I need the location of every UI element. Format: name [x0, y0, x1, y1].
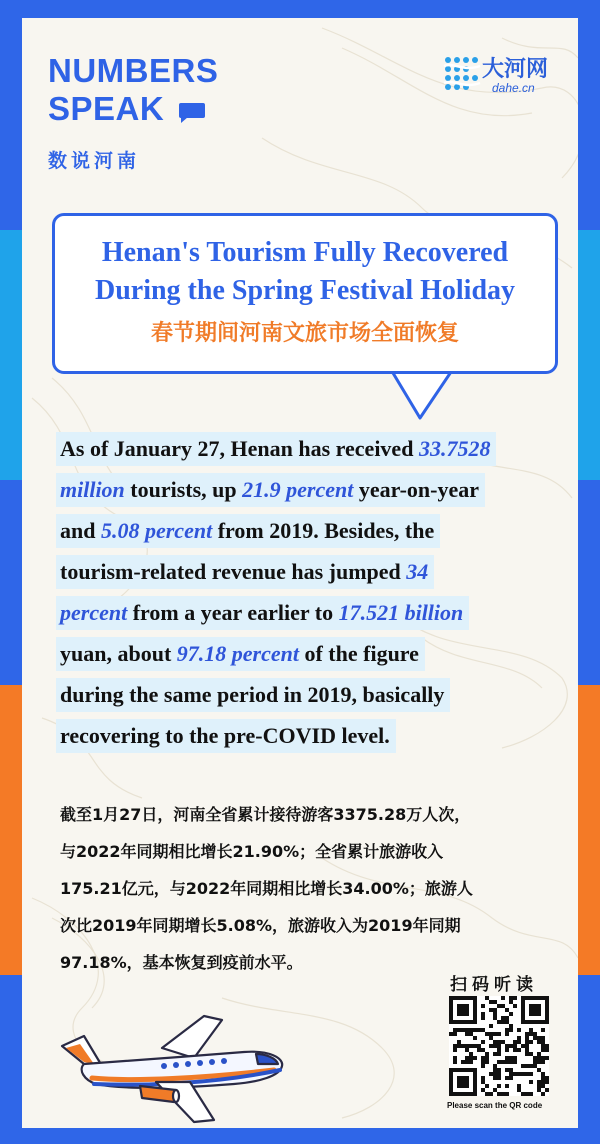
- english-body-text: [60, 428, 560, 756]
- dahe-logo-icon: [442, 52, 482, 98]
- chinese-body-line: 175.21亿元，与2022年同期相比增长34.00%；旅游人: [60, 879, 473, 898]
- highlight-figure: 21.9 percent: [242, 477, 354, 502]
- body-text-segment: year-on-year: [353, 477, 479, 502]
- english-body-line: [56, 432, 496, 466]
- chinese-body-line: 与2022年同期相比增长21.90%；全省累计旅游收入: [60, 842, 444, 861]
- body-text-segment: yuan, about: [60, 641, 177, 666]
- body-text-segment: recovering to the pre-COVID level.: [60, 723, 390, 748]
- body-text-segment: and: [60, 518, 101, 543]
- highlight-figure: 33.7528: [418, 436, 491, 461]
- headline-cn: 春节期间河南文旅市场全面恢复: [150, 321, 459, 346]
- highlight-figure: 5.08 percent: [100, 518, 213, 543]
- body-text-segment: from 2019. Besides, the: [212, 518, 435, 543]
- header-title-line2: SPEAK: [48, 90, 165, 127]
- header-title-line1: NUMBERS: [48, 52, 219, 89]
- highlight-figure: 34: [406, 559, 429, 584]
- qr-title: 扫码听读: [450, 975, 538, 995]
- qr-caption: Please scan the QR code: [447, 1101, 543, 1110]
- english-body-line: [56, 514, 440, 548]
- english-body-line: [56, 555, 434, 589]
- chinese-body-line: 次比2019年同期增长5.08%，旅游收入为2019年同期: [60, 916, 461, 935]
- chinese-body-text: [60, 796, 570, 981]
- speech-bubble-icon: [177, 102, 207, 124]
- body-text-segment: from a year earlier to: [127, 600, 339, 625]
- headline-bubble: [52, 213, 558, 374]
- english-body-line: [56, 678, 450, 712]
- body-text-segment: tourists, up: [124, 477, 243, 502]
- body-text-segment: As of January 27, Henan has received: [60, 436, 419, 461]
- header-subtitle-cn: 数说河南: [48, 150, 141, 172]
- english-body-line: [56, 719, 396, 753]
- headline-en: [55, 234, 555, 310]
- chinese-body-line: 97.18%，基本恢复到疫前水平。: [60, 953, 303, 972]
- body-text-segment: of the figure: [298, 641, 419, 666]
- english-body-line: [56, 473, 485, 507]
- english-body-line: [56, 637, 425, 671]
- highlight-figure: million: [60, 477, 125, 502]
- highlight-figure: 17.521 billion: [338, 600, 464, 625]
- airplane-icon: [44, 1006, 289, 1126]
- logo-brand-name: 大河网: [482, 57, 549, 82]
- highlight-figure: 97.18 percent: [176, 641, 299, 666]
- dahe-logo: [440, 50, 555, 106]
- body-text-segment: tourism-related revenue has jumped: [60, 559, 407, 584]
- highlight-figure: percent: [60, 600, 128, 625]
- headline-en-line1: Henan's Tourism Fully Recovered: [101, 237, 509, 268]
- body-text-segment: during the same period in 2019, basically: [60, 682, 445, 707]
- qr-code-icon[interactable]: [449, 996, 549, 1096]
- logo-url: dahe.cn: [492, 81, 535, 95]
- poster-card: [22, 18, 578, 1128]
- english-body-line: [56, 596, 469, 630]
- chinese-body-line: 截至1月27日，河南全省累计接待游客3375.28万人次，: [60, 805, 471, 824]
- headline-en-line2: During the Spring Festival Holiday: [94, 275, 516, 306]
